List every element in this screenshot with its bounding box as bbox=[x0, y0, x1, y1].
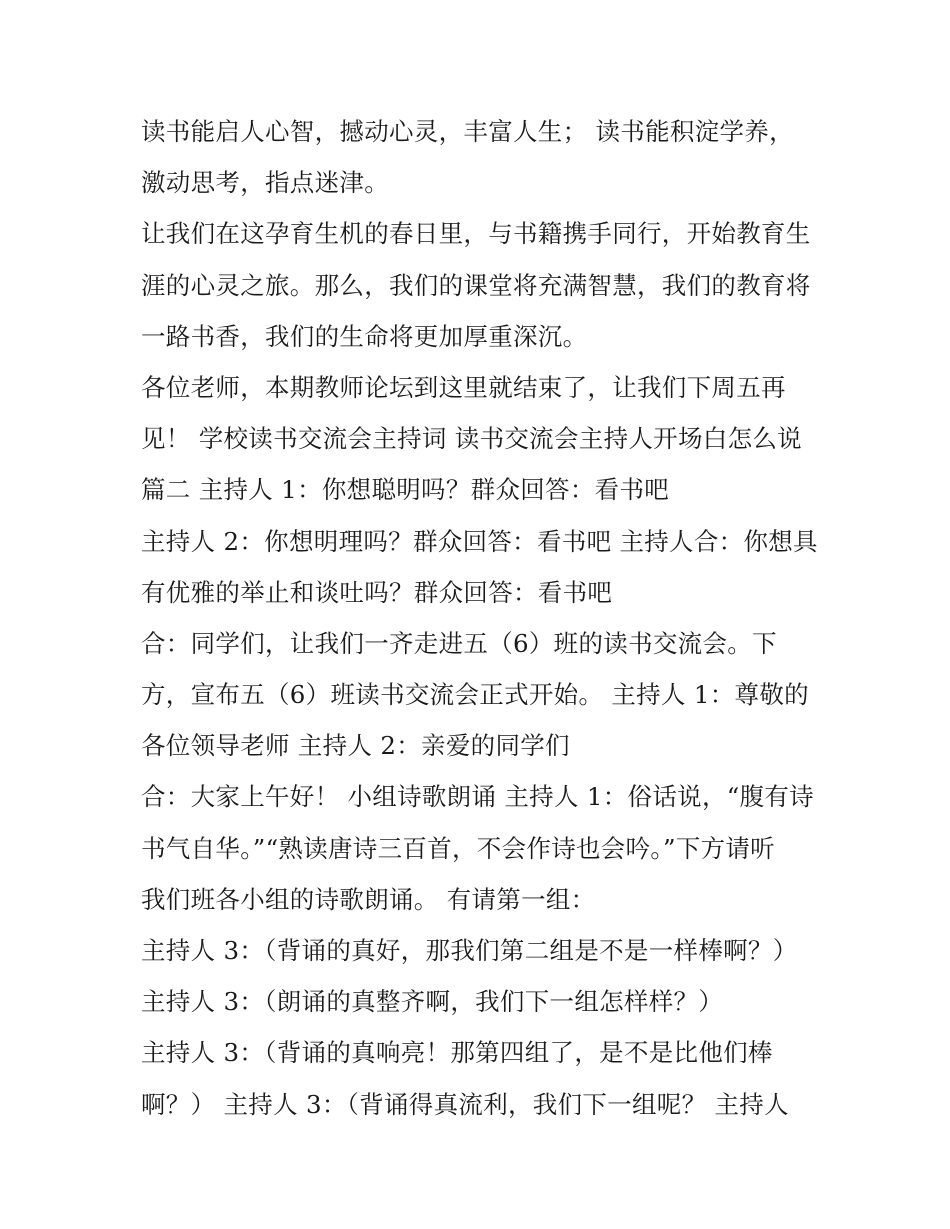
text-line-7: 见！ 学校读书交流会主持词 读书交流会主持人开场白怎么说 bbox=[141, 424, 802, 454]
text-line-19: 主持人 3：（背诵的真响亮！那第四组了，是不是比他们棒 bbox=[141, 1038, 773, 1068]
text-line-6: 各位老师，本期教师论坛到这里就结束了，让我们下周五再 bbox=[141, 372, 786, 402]
text-line-15: 书气自华。”“熟读唐诗三百首，不会作诗也会吟。”下方请听 bbox=[141, 833, 775, 863]
text-line-8: 篇二 主持人 1：你想聪明吗？群众回答：看书吧 bbox=[141, 475, 670, 505]
text-line-20: 啊？） 主持人 3：（背诵得真流利，我们下一组呢？ 主持人 bbox=[141, 1089, 789, 1119]
text-line-9: 主持人 2：你想明理吗？群众回答：看书吧 主持人合：你想具 bbox=[141, 526, 818, 556]
text-line-10: 有优雅的举止和谈吐吗？群众回答：看书吧 bbox=[141, 577, 613, 607]
text-line-18: 主持人 3：（朗诵的真整齐啊，我们下一组怎样样？） bbox=[141, 987, 724, 1017]
text-line-14: 合：大家上午好！ 小组诗歌朗诵 主持人 1：俗话说，“腹有诗 bbox=[141, 782, 814, 812]
text-line-16: 我们班各小组的诗歌朗诵。 有请第一组： bbox=[141, 884, 596, 914]
text-line-13: 各位领导老师 主持人 2：亲爱的同学们 bbox=[141, 731, 570, 761]
text-line-3: 让我们在这孕育生机的春日里，与书籍携手同行，开始教育生 bbox=[141, 219, 811, 249]
text-line-12: 方，宣布五（6）班读书交流会正式开始。 主持人 1：尊敬的 bbox=[141, 680, 809, 710]
text-line-1: 读书能启人心智，撼动心灵，丰富人生； 读书能积淀学养， bbox=[141, 117, 794, 146]
text-line-11: 合：同学们，让我们一齐走进五（6）班的读书交流会。下 bbox=[141, 628, 777, 658]
text-line-17: 主持人 3：（背诵的真好，那我们第二组是不是一样棒啊？） bbox=[141, 936, 798, 965]
body-text bbox=[141, 106, 841, 1130]
text-line-2: 激动思考，指点迷津。 bbox=[141, 168, 389, 198]
text-line-5: 一路书香，我们的生命将更加厚重深沉。 bbox=[141, 321, 588, 351]
text-line-4: 涯的心灵之旅。那么，我们的课堂将充满智慧，我们的教育将 bbox=[141, 270, 811, 300]
